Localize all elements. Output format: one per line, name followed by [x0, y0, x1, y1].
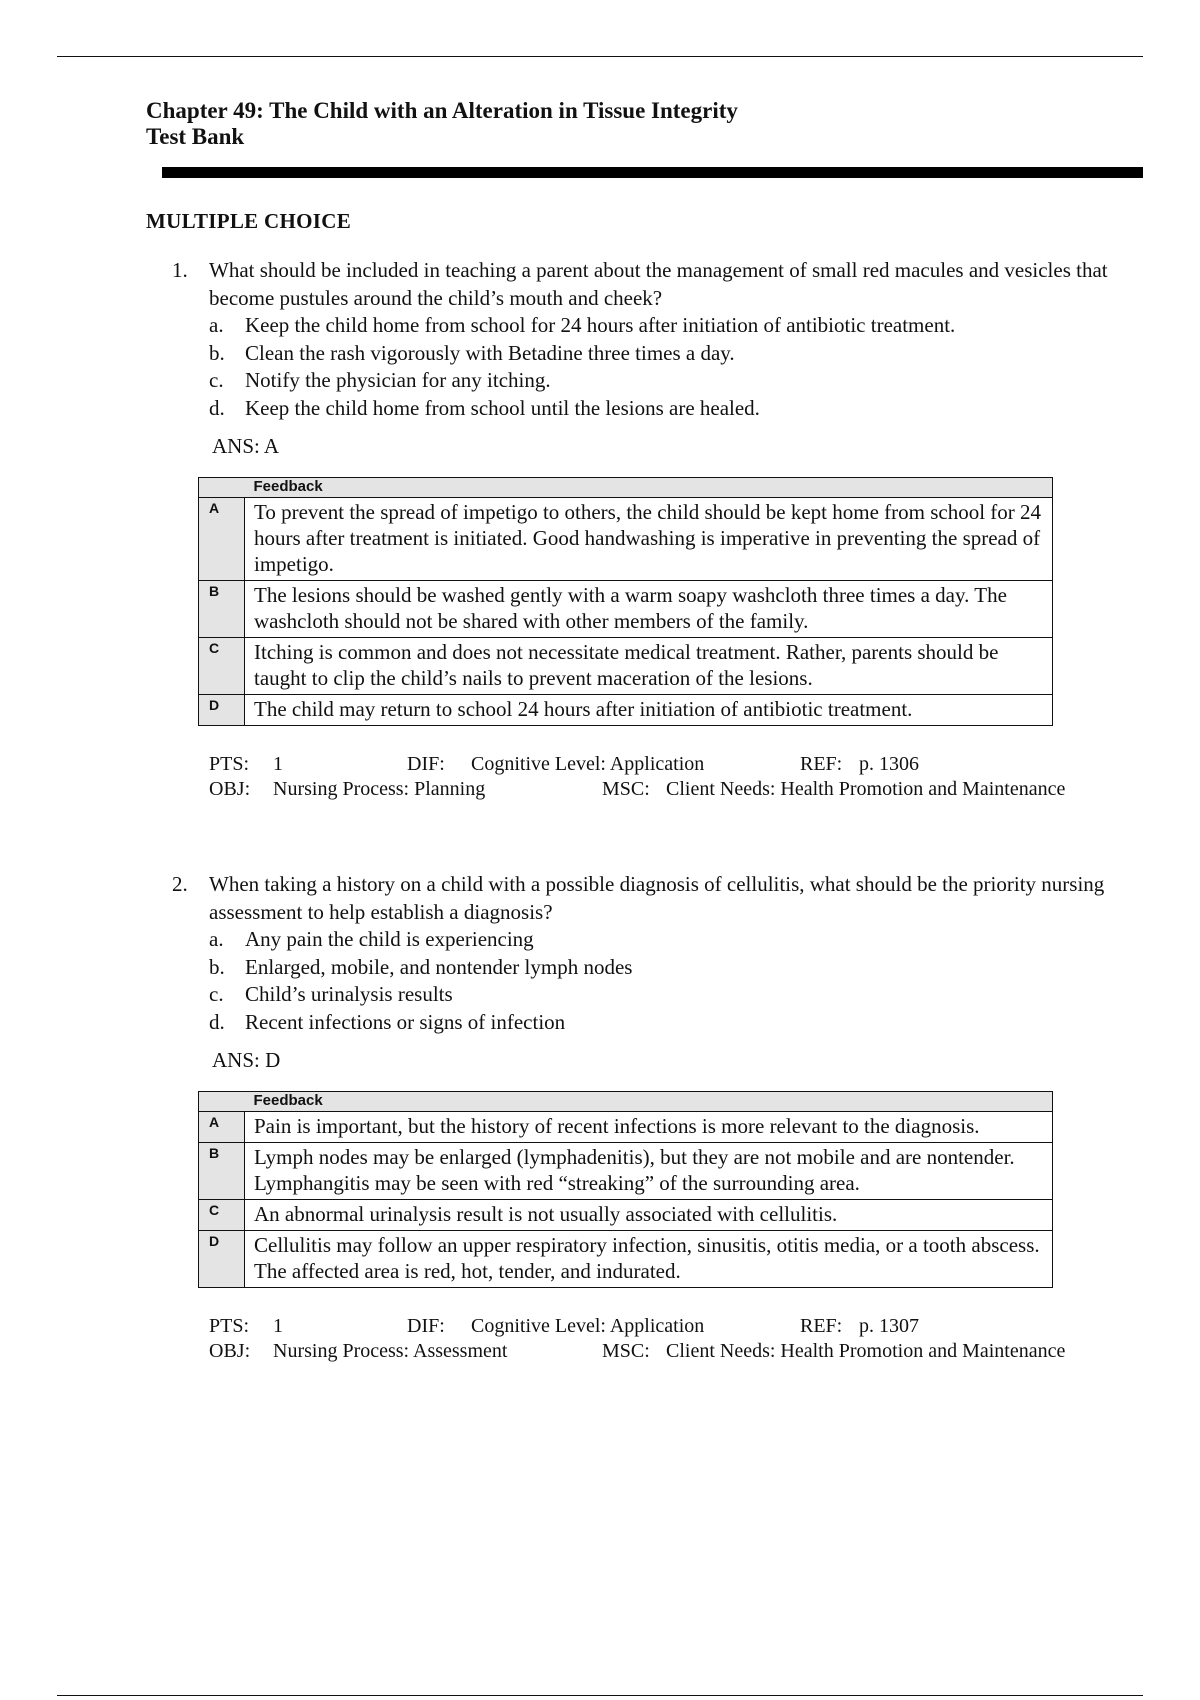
feedback-text: Lymph nodes may be enlarged (lymphadenitis), but they are not mobile and are nontender. Lymphangitis may be seen with red “streaking” of the surrounding area. — [245, 1143, 1053, 1200]
document-header — [146, 98, 738, 150]
question-metadata — [209, 1314, 1132, 1364]
obj-label: OBJ: — [209, 778, 251, 800]
obj-value: Nursing Process: Assessment — [273, 1340, 508, 1362]
feedback-row — [199, 695, 1053, 726]
feedback-row — [199, 581, 1053, 638]
feedback-row — [199, 498, 1053, 581]
feedback-label: B — [199, 1143, 245, 1200]
dif-value: Cognitive Level: Application — [471, 1315, 705, 1337]
feedback-row — [199, 638, 1053, 695]
ref-value: p. 1307 — [859, 1315, 919, 1337]
option-list — [209, 926, 1132, 1036]
feedback-table — [198, 477, 1053, 726]
ref-label: REF: — [800, 1315, 843, 1337]
feedback-table — [198, 1091, 1053, 1288]
feedback-label: B — [199, 581, 245, 638]
top-rule — [57, 56, 1143, 57]
option-list — [209, 312, 1132, 422]
feedback-row — [199, 1200, 1053, 1231]
msc-label: MSC: — [602, 778, 650, 800]
feedback-label: C — [199, 1200, 245, 1231]
question-metadata — [209, 752, 1132, 802]
obj-value: Nursing Process: Planning — [273, 778, 486, 800]
feedback-label: D — [199, 695, 245, 726]
pts-label: PTS: — [209, 753, 250, 775]
feedback-text: The child may return to school 24 hours after initiation of antibiotic treatment. — [245, 695, 1053, 726]
bottom-rule — [57, 1695, 1143, 1696]
feedback-label: A — [199, 1112, 245, 1143]
pts-label: PTS: — [209, 1315, 250, 1337]
feedback-header-row — [199, 1092, 1053, 1112]
option-b: b. Clean the rash vigorously with Betadine three times a day. — [209, 340, 735, 365]
option-d: d. Keep the child home from school until the lesions are healed. — [209, 395, 760, 420]
question-number: 1. — [172, 258, 188, 282]
feedback-text: Itching is common and does not necessitate medical treatment. Rather, parents should be taught to clip the child’s nails to prevent maceration of the lesions. — [245, 638, 1053, 695]
section-title: MULTIPLE CHOICE — [146, 209, 352, 233]
feedback-row — [199, 1112, 1053, 1143]
option-b: b. Enlarged, mobile, and nontender lymph nodes — [209, 954, 633, 979]
feedback-text: The lesions should be washed gently with a warm soapy washcloth three times a day. The washcloth should not be shared with other members of the family. — [245, 581, 1053, 638]
pts-value: 1 — [273, 753, 283, 775]
answer-key: ANS: A — [212, 434, 280, 458]
obj-label: OBJ: — [209, 1340, 251, 1362]
pts-value: 1 — [273, 1315, 283, 1337]
option-c: c. Child’s urinalysis results — [209, 982, 453, 1006]
msc-label: MSC: — [602, 1340, 650, 1362]
feedback-header: Feedback — [245, 1092, 1053, 1112]
feedback-text: Pain is important, but the history of recent infections is more relevant to the diagnosis. — [245, 1112, 1053, 1143]
option-a: a. Keep the child home from school for 24 hours after initiation of antibiotic treatment. — [209, 313, 956, 337]
msc-value: Client Needs: Health Promotion and Maintenance — [666, 1340, 1066, 1362]
feedback-row — [199, 1143, 1053, 1200]
dif-value: Cognitive Level: Application — [471, 753, 705, 775]
feedback-label: D — [199, 1231, 245, 1288]
option-a: a. Any pain the child is experiencing — [209, 927, 534, 951]
option-c: c. Notify the physician for any itching. — [209, 368, 551, 392]
option-d: d. Recent infections or signs of infection — [209, 1009, 566, 1034]
feedback-row — [199, 1231, 1053, 1288]
dif-label: DIF: — [407, 753, 445, 775]
question-stem: When taking a history on a child with a possible diagnosis of cellulitis, what should be the priority nursing assessment to help establish a diagnosis? — [209, 872, 1105, 924]
question-2 — [172, 870, 1132, 1364]
feedback-text: An abnormal urinalysis result is not usually associated with cellulitis. — [245, 1200, 1053, 1231]
ref-value: p. 1306 — [859, 753, 919, 775]
dif-label: DIF: — [407, 1315, 445, 1337]
feedback-label: A — [199, 498, 245, 581]
answer-key: ANS: D — [212, 1048, 281, 1072]
question-number: 2. — [172, 872, 188, 896]
feedback-text: To prevent the spread of impetigo to others, the child should be kept home from school for 24 hours after treatment is initiated. Good handwashing is imperative in preventing the spread of impetigo. — [245, 498, 1053, 581]
feedback-header: Feedback — [245, 478, 1053, 498]
test-bank-subtitle: Test Bank — [146, 124, 245, 149]
question-1 — [172, 256, 1132, 802]
feedback-label: C — [199, 638, 245, 695]
feedback-text: Cellulitis may follow an upper respiratory infection, sinusitis, otitis media, or a tooth abscess. The affected area is red, hot, tender, and indurated. — [245, 1231, 1053, 1288]
msc-value: Client Needs: Health Promotion and Maintenance — [666, 778, 1066, 800]
question-stem: What should be included in teaching a parent about the management of small red macules and vesicles that become pustules around the child’s mouth and cheek? — [209, 258, 1108, 310]
chapter-title: Chapter 49: The Child with an Alteration in Tissue Integrity — [146, 98, 738, 123]
ref-label: REF: — [800, 753, 843, 775]
header-divider-bar — [162, 167, 1143, 178]
feedback-header-row — [199, 478, 1053, 498]
